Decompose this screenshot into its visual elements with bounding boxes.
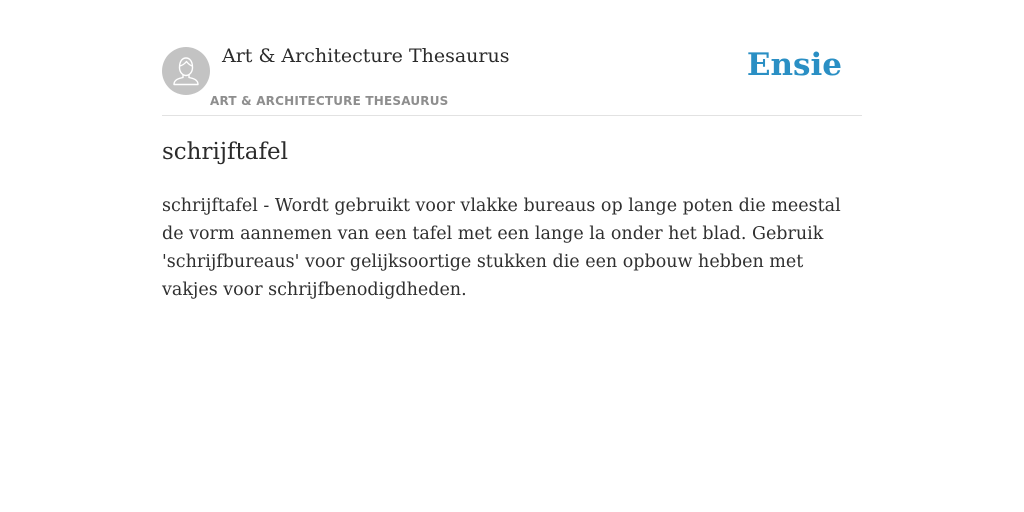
definition-text: schrijftafel - Wordt gebruikt voor vlakke bureaus op lange poten die meestal de vorm aannemen van een tafel met een lange la onder het blad. Gebruik 'schrijfbureaus' voor gelijksoortige stukken die een opbouw hebben met vakjes voor schrijfbenodigdheden. (162, 196, 841, 300)
brand-logo[interactable]: Ensie (746, 47, 842, 83)
source-label[interactable]: ART & ARCHITECTURE THESAURUS (210, 94, 449, 108)
avatar[interactable] (162, 47, 210, 95)
content-container (162, 0, 862, 300)
page-title: schrijftafel (162, 139, 288, 165)
user-icon (162, 47, 210, 95)
author-name[interactable]: Art & Architecture Thesaurus (222, 45, 510, 67)
header (162, 0, 862, 116)
